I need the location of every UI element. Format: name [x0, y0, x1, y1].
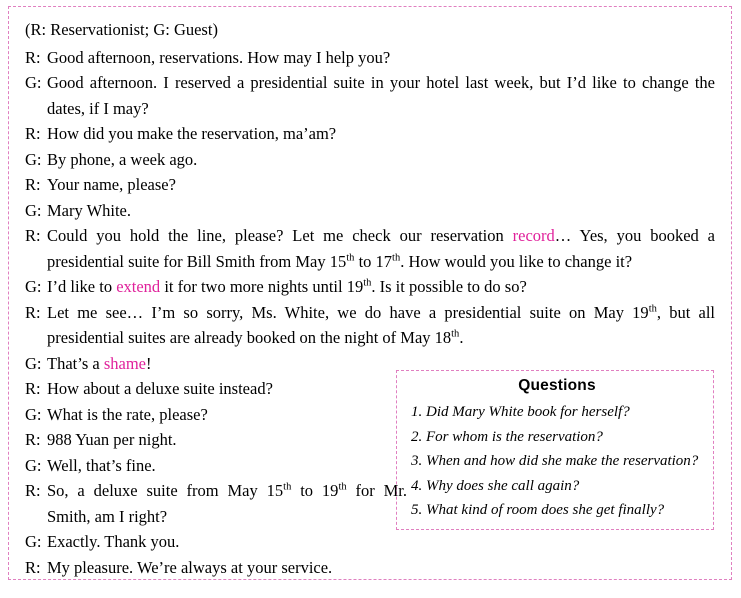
- turn-speaker: G:: [25, 73, 42, 92]
- text-run: to 17: [354, 251, 393, 271]
- text-run: Your name, please?: [47, 175, 176, 194]
- turn-text: [47, 70, 715, 121]
- text-run: So, a deluxe suite from May 15: [47, 481, 284, 500]
- text-run: , but all presidential suites are already booked on the night of May 18: [47, 302, 716, 347]
- text-run: it for two more nights until 19: [160, 277, 364, 296]
- dialogue-turn: [25, 478, 715, 529]
- dialogue-turn: [25, 529, 715, 555]
- turn-text: [47, 147, 715, 173]
- text-run: Exactly. Thank you.: [47, 532, 180, 551]
- turn-text: [47, 555, 715, 581]
- dialogue-turn: [25, 274, 715, 300]
- dialogue-turn: [25, 198, 715, 224]
- text-run: 988 Yuan per night.: [47, 430, 177, 449]
- dialogue-turn: [25, 172, 715, 198]
- text-run: Good afternoon. I reserved a presidential suite in your hotel last week, but I’d like to change the dates, if I may?: [47, 73, 715, 118]
- text-run: . How would you like to change it?: [400, 251, 633, 271]
- dialogue-turn: [25, 223, 715, 274]
- turn-text: [47, 121, 715, 147]
- question-item: 2. For whom is the reservation?: [411, 428, 603, 445]
- turn-text: [47, 529, 407, 555]
- ordinal-suffix: th: [338, 481, 347, 493]
- dialogue-turn: [25, 453, 715, 479]
- highlighted-word: record: [512, 226, 555, 245]
- turn-speaker: R:: [25, 379, 41, 398]
- ordinal-suffix: th: [283, 481, 292, 493]
- highlighted-word: shame: [103, 353, 146, 373]
- dialogue-turns: [25, 45, 715, 581]
- turn-speaker: R:: [25, 47, 41, 67]
- text-run: . Is it possible to do so?: [371, 277, 527, 296]
- turn-text: [47, 376, 407, 402]
- text-run: for Mr. Smith, am I right?: [47, 481, 407, 526]
- turn-speaker: R:: [25, 430, 41, 449]
- turn-speaker: G:: [25, 532, 42, 551]
- turn-text: [47, 223, 715, 274]
- turn-text: [47, 351, 715, 377]
- ordinal-suffix: th: [392, 252, 401, 263]
- dialogue-turn: [25, 402, 715, 428]
- dialogue-turn: [25, 70, 715, 121]
- highlighted-word: extend: [116, 277, 161, 296]
- turn-speaker: R:: [25, 226, 41, 245]
- text-run: Mary White.: [47, 200, 132, 220]
- dialogue-panel: [8, 6, 732, 580]
- text-run: .: [459, 328, 464, 347]
- question-item: 1. Did Mary White book for herself?: [411, 404, 630, 420]
- turn-text: [47, 427, 407, 453]
- turn-text: [47, 402, 407, 428]
- text-run: What is the rate, please?: [47, 404, 208, 424]
- dialogue-turn: [25, 121, 715, 147]
- turn-speaker: G:: [25, 277, 42, 296]
- dialogue-turn: [25, 45, 715, 71]
- ordinal-suffix: th: [648, 303, 657, 314]
- dialogue-turn: [25, 427, 715, 453]
- turn-speaker: G:: [25, 149, 42, 169]
- dialogue-turn: [25, 300, 715, 351]
- text-run: I’d like to: [47, 277, 117, 296]
- text-run: How about a deluxe suite instead?: [47, 379, 273, 398]
- text-run: My pleasure. We’re always at your service.: [47, 557, 333, 577]
- text-run: How did you make the reservation, ma’am?: [47, 124, 337, 143]
- turn-speaker: G:: [25, 404, 42, 424]
- questions-title: Questions: [518, 377, 596, 394]
- turn-speaker: G:: [25, 455, 42, 475]
- turn-text: [47, 198, 715, 224]
- turn-speaker: R:: [25, 302, 41, 322]
- question-item: 5. What kind of room does she get finally?: [411, 502, 665, 518]
- text-run: !: [145, 353, 152, 373]
- turn-text: [47, 172, 715, 198]
- question-item: 3. When and how did she make the reservation?: [411, 453, 699, 469]
- text-run: Well, that’s fine.: [47, 455, 156, 475]
- ordinal-suffix: th: [346, 252, 355, 263]
- turn-text: [47, 453, 407, 479]
- dialogue-turn: [25, 376, 715, 402]
- turn-text: [47, 478, 407, 529]
- text-run: Let me see… I’m so sorry, Ms. White, we do have a presidential suite on May 19: [47, 302, 649, 322]
- turn-text: [47, 300, 715, 351]
- dialogue-turn: [25, 351, 715, 377]
- question-item: 4. Why does she call again?: [411, 477, 580, 494]
- turn-speaker: R:: [25, 175, 41, 194]
- turn-text: [47, 274, 715, 300]
- text-run: Could you hold the line, please? Let me check our reservation: [47, 226, 513, 245]
- text-run: By phone, a week ago.: [47, 149, 198, 169]
- turn-text: [47, 45, 715, 71]
- dialogue-turn: [25, 147, 715, 173]
- speaker-legend: (R: Reservationist; G: Guest): [25, 20, 218, 39]
- ordinal-suffix: th: [451, 328, 460, 340]
- text-run: to 19: [291, 481, 339, 500]
- text-run: … Yes, you booked a presidential suite for Bill Smith from May 15: [47, 226, 715, 271]
- turn-speaker: G:: [25, 353, 42, 373]
- turn-speaker: R:: [25, 124, 41, 143]
- text-run: Good afternoon, reservations. How may I help you?: [47, 47, 391, 67]
- ordinal-suffix: th: [363, 277, 372, 289]
- turn-speaker: R:: [25, 481, 41, 500]
- turn-speaker: G:: [25, 200, 42, 220]
- text-run: That’s a: [47, 353, 104, 373]
- turn-speaker: R:: [25, 557, 41, 577]
- dialogue-turn: [25, 555, 715, 581]
